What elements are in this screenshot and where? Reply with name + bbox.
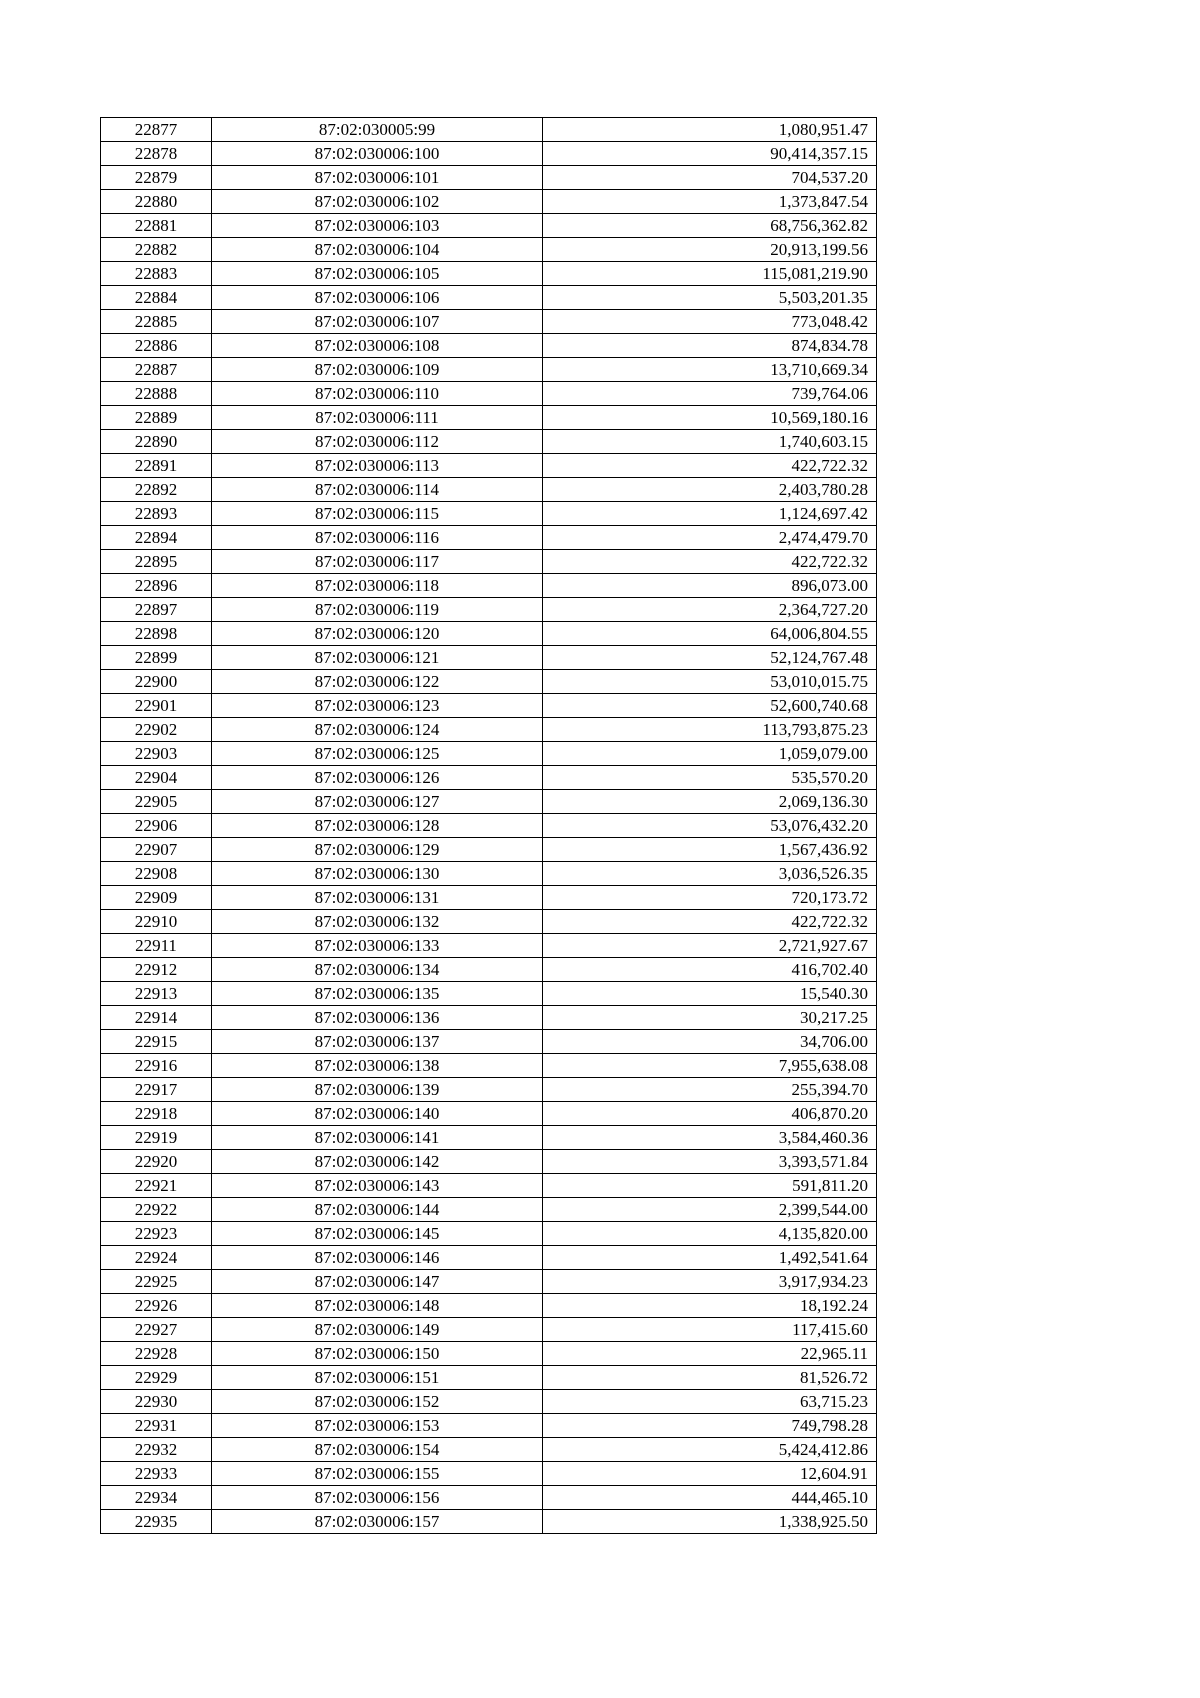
value-cell: 1,373,847.54 [543, 190, 877, 214]
table-row [101, 550, 877, 574]
cadastral-number-cell: 87:02:030006:109 [212, 358, 543, 382]
cadastral-number-cell: 87:02:030006:116 [212, 526, 543, 550]
value-cell: 90,414,357.15 [543, 142, 877, 166]
value-cell: 739,764.06 [543, 382, 877, 406]
row-number-cell: 22902 [101, 718, 212, 742]
value-cell: 1,740,603.15 [543, 430, 877, 454]
table-row [101, 862, 877, 886]
table-row [101, 1414, 877, 1438]
table-row [101, 1198, 877, 1222]
value-cell: 52,124,767.48 [543, 646, 877, 670]
row-number-cell: 22918 [101, 1102, 212, 1126]
cadastral-number-cell: 87:02:030006:105 [212, 262, 543, 286]
table-row [101, 1390, 877, 1414]
value-cell: 535,570.20 [543, 766, 877, 790]
table-row [101, 1270, 877, 1294]
row-number-cell: 22887 [101, 358, 212, 382]
value-cell: 773,048.42 [543, 310, 877, 334]
value-cell: 874,834.78 [543, 334, 877, 358]
cadastral-number-cell: 87:02:030006:157 [212, 1510, 543, 1534]
value-cell: 5,424,412.86 [543, 1438, 877, 1462]
cadastral-number-cell: 87:02:030006:144 [212, 1198, 543, 1222]
row-number-cell: 22931 [101, 1414, 212, 1438]
value-cell: 68,756,362.82 [543, 214, 877, 238]
table-row [101, 1102, 877, 1126]
cadastral-number-cell: 87:02:030006:122 [212, 670, 543, 694]
value-cell: 2,069,136.30 [543, 790, 877, 814]
cadastral-number-cell: 87:02:030006:150 [212, 1342, 543, 1366]
row-number-cell: 22880 [101, 190, 212, 214]
table-row [101, 574, 877, 598]
cadastral-number-cell: 87:02:030006:141 [212, 1126, 543, 1150]
cadastral-number-cell: 87:02:030006:128 [212, 814, 543, 838]
table-row [101, 646, 877, 670]
row-number-cell: 22927 [101, 1318, 212, 1342]
row-number-cell: 22926 [101, 1294, 212, 1318]
cadastral-number-cell: 87:02:030006:139 [212, 1078, 543, 1102]
cadastral-number-cell: 87:02:030006:145 [212, 1222, 543, 1246]
cadastral-number-cell: 87:02:030006:126 [212, 766, 543, 790]
table-row [101, 1006, 877, 1030]
cadastral-number-cell: 87:02:030006:112 [212, 430, 543, 454]
table-row [101, 1126, 877, 1150]
row-number-cell: 22935 [101, 1510, 212, 1534]
cadastral-number-cell: 87:02:030006:156 [212, 1486, 543, 1510]
row-number-cell: 22890 [101, 430, 212, 454]
row-number-cell: 22895 [101, 550, 212, 574]
row-number-cell: 22917 [101, 1078, 212, 1102]
value-cell: 1,124,697.42 [543, 502, 877, 526]
table-row [101, 814, 877, 838]
table-row [101, 1366, 877, 1390]
row-number-cell: 22916 [101, 1054, 212, 1078]
row-number-cell: 22889 [101, 406, 212, 430]
table-row [101, 718, 877, 742]
table-row [101, 982, 877, 1006]
cadastral-number-cell: 87:02:030006:143 [212, 1174, 543, 1198]
value-cell: 422,722.32 [543, 910, 877, 934]
table-row [101, 214, 877, 238]
row-number-cell: 22904 [101, 766, 212, 790]
table-row [101, 1486, 877, 1510]
value-cell: 52,600,740.68 [543, 694, 877, 718]
value-cell: 3,917,934.23 [543, 1270, 877, 1294]
table-body [101, 118, 877, 1534]
table-row [101, 238, 877, 262]
table-row [101, 958, 877, 982]
value-cell: 422,722.32 [543, 454, 877, 478]
table-row [101, 1030, 877, 1054]
row-number-cell: 22923 [101, 1222, 212, 1246]
cadastral-number-cell: 87:02:030006:103 [212, 214, 543, 238]
table-row [101, 334, 877, 358]
table-row [101, 454, 877, 478]
value-cell: 115,081,219.90 [543, 262, 877, 286]
value-cell: 1,080,951.47 [543, 118, 877, 142]
value-cell: 117,415.60 [543, 1318, 877, 1342]
row-number-cell: 22888 [101, 382, 212, 406]
row-number-cell: 22930 [101, 1390, 212, 1414]
table-row [101, 478, 877, 502]
cadastral-number-cell: 87:02:030006:134 [212, 958, 543, 982]
cadastral-number-cell: 87:02:030006:102 [212, 190, 543, 214]
table-row [101, 1342, 877, 1366]
row-number-cell: 22915 [101, 1030, 212, 1054]
cadastral-number-cell: 87:02:030006:138 [212, 1054, 543, 1078]
row-number-cell: 22900 [101, 670, 212, 694]
table-row [101, 526, 877, 550]
row-number-cell: 22893 [101, 502, 212, 526]
table-row [101, 118, 877, 142]
cadastral-number-cell: 87:02:030006:149 [212, 1318, 543, 1342]
value-cell: 7,955,638.08 [543, 1054, 877, 1078]
row-number-cell: 22934 [101, 1486, 212, 1510]
table-row [101, 262, 877, 286]
cadastral-number-cell: 87:02:030006:154 [212, 1438, 543, 1462]
row-number-cell: 22913 [101, 982, 212, 1006]
row-number-cell: 22919 [101, 1126, 212, 1150]
cadastral-number-cell: 87:02:030006:106 [212, 286, 543, 310]
table-row [101, 430, 877, 454]
cadastral-number-cell: 87:02:030006:108 [212, 334, 543, 358]
value-cell: 2,364,727.20 [543, 598, 877, 622]
cadastral-number-cell: 87:02:030006:135 [212, 982, 543, 1006]
table-row [101, 286, 877, 310]
value-cell: 53,076,432.20 [543, 814, 877, 838]
row-number-cell: 22886 [101, 334, 212, 358]
table-row [101, 1054, 877, 1078]
row-number-cell: 22909 [101, 886, 212, 910]
table-row [101, 1174, 877, 1198]
cadastral-number-cell: 87:02:030006:119 [212, 598, 543, 622]
table-row [101, 406, 877, 430]
cadastral-number-cell: 87:02:030006:146 [212, 1246, 543, 1270]
value-cell: 406,870.20 [543, 1102, 877, 1126]
value-cell: 22,965.11 [543, 1342, 877, 1366]
table-row [101, 1246, 877, 1270]
value-cell: 4,135,820.00 [543, 1222, 877, 1246]
cadastral-number-cell: 87:02:030006:123 [212, 694, 543, 718]
value-cell: 113,793,875.23 [543, 718, 877, 742]
table-row [101, 790, 877, 814]
row-number-cell: 22914 [101, 1006, 212, 1030]
row-number-cell: 22892 [101, 478, 212, 502]
value-cell: 30,217.25 [543, 1006, 877, 1030]
value-cell: 1,567,436.92 [543, 838, 877, 862]
value-cell: 3,584,460.36 [543, 1126, 877, 1150]
value-cell: 749,798.28 [543, 1414, 877, 1438]
row-number-cell: 22932 [101, 1438, 212, 1462]
table-row [101, 166, 877, 190]
cadastral-number-cell: 87:02:030006:136 [212, 1006, 543, 1030]
value-cell: 13,710,669.34 [543, 358, 877, 382]
row-number-cell: 22894 [101, 526, 212, 550]
row-number-cell: 22884 [101, 286, 212, 310]
row-number-cell: 22924 [101, 1246, 212, 1270]
cadastral-number-cell: 87:02:030006:104 [212, 238, 543, 262]
row-number-cell: 22877 [101, 118, 212, 142]
row-number-cell: 22922 [101, 1198, 212, 1222]
cadastral-number-cell: 87:02:030006:100 [212, 142, 543, 166]
value-cell: 1,492,541.64 [543, 1246, 877, 1270]
value-cell: 3,036,526.35 [543, 862, 877, 886]
row-number-cell: 22905 [101, 790, 212, 814]
cadastral-number-cell: 87:02:030006:152 [212, 1390, 543, 1414]
value-cell: 18,192.24 [543, 1294, 877, 1318]
cadastral-number-cell: 87:02:030006:111 [212, 406, 543, 430]
value-cell: 2,399,544.00 [543, 1198, 877, 1222]
table-row [101, 310, 877, 334]
cadastral-number-cell: 87:02:030006:132 [212, 910, 543, 934]
cadastral-number-cell: 87:02:030006:147 [212, 1270, 543, 1294]
row-number-cell: 22906 [101, 814, 212, 838]
table-row [101, 1510, 877, 1534]
row-number-cell: 22896 [101, 574, 212, 598]
row-number-cell: 22903 [101, 742, 212, 766]
cadastral-number-cell: 87:02:030006:133 [212, 934, 543, 958]
row-number-cell: 22912 [101, 958, 212, 982]
value-cell: 34,706.00 [543, 1030, 877, 1054]
value-cell: 5,503,201.35 [543, 286, 877, 310]
row-number-cell: 22882 [101, 238, 212, 262]
table-row [101, 1078, 877, 1102]
value-cell: 720,173.72 [543, 886, 877, 910]
cadastral-number-cell: 87:02:030006:124 [212, 718, 543, 742]
value-cell: 3,393,571.84 [543, 1150, 877, 1174]
cadastral-number-cell: 87:02:030006:140 [212, 1102, 543, 1126]
value-cell: 15,540.30 [543, 982, 877, 1006]
table-row [101, 910, 877, 934]
row-number-cell: 22878 [101, 142, 212, 166]
row-number-cell: 22920 [101, 1150, 212, 1174]
table-row [101, 1294, 877, 1318]
value-cell: 12,604.91 [543, 1462, 877, 1486]
row-number-cell: 22908 [101, 862, 212, 886]
data-table [100, 117, 877, 1534]
cadastral-number-cell: 87:02:030006:142 [212, 1150, 543, 1174]
cadastral-number-cell: 87:02:030006:110 [212, 382, 543, 406]
row-number-cell: 22898 [101, 622, 212, 646]
table-row [101, 766, 877, 790]
cadastral-number-cell: 87:02:030006:148 [212, 1294, 543, 1318]
table-row [101, 1150, 877, 1174]
row-number-cell: 22925 [101, 1270, 212, 1294]
cadastral-number-cell: 87:02:030006:155 [212, 1462, 543, 1486]
value-cell: 10,569,180.16 [543, 406, 877, 430]
value-cell: 2,403,780.28 [543, 478, 877, 502]
value-cell: 53,010,015.75 [543, 670, 877, 694]
value-cell: 2,474,479.70 [543, 526, 877, 550]
value-cell: 81,526.72 [543, 1366, 877, 1390]
row-number-cell: 22883 [101, 262, 212, 286]
value-cell: 896,073.00 [543, 574, 877, 598]
table-row [101, 934, 877, 958]
table-row [101, 142, 877, 166]
cadastral-number-cell: 87:02:030006:101 [212, 166, 543, 190]
table-row [101, 670, 877, 694]
row-number-cell: 22881 [101, 214, 212, 238]
value-cell: 255,394.70 [543, 1078, 877, 1102]
row-number-cell: 22891 [101, 454, 212, 478]
cadastral-number-cell: 87:02:030006:121 [212, 646, 543, 670]
cadastral-number-cell: 87:02:030006:127 [212, 790, 543, 814]
table-row [101, 694, 877, 718]
cadastral-number-cell: 87:02:030006:115 [212, 502, 543, 526]
cadastral-number-cell: 87:02:030006:125 [212, 742, 543, 766]
table-row [101, 382, 877, 406]
value-cell: 416,702.40 [543, 958, 877, 982]
cadastral-number-cell: 87:02:030006:118 [212, 574, 543, 598]
table-row [101, 1462, 877, 1486]
table-row [101, 1222, 877, 1246]
value-cell: 20,913,199.56 [543, 238, 877, 262]
row-number-cell: 22897 [101, 598, 212, 622]
table-row [101, 502, 877, 526]
table-row [101, 838, 877, 862]
value-cell: 2,721,927.67 [543, 934, 877, 958]
cadastral-number-cell: 87:02:030006:153 [212, 1414, 543, 1438]
cadastral-number-cell: 87:02:030006:113 [212, 454, 543, 478]
row-number-cell: 22933 [101, 1462, 212, 1486]
value-cell: 63,715.23 [543, 1390, 877, 1414]
table-row [101, 886, 877, 910]
row-number-cell: 22907 [101, 838, 212, 862]
value-cell: 704,537.20 [543, 166, 877, 190]
row-number-cell: 22928 [101, 1342, 212, 1366]
value-cell: 1,338,925.50 [543, 1510, 877, 1534]
row-number-cell: 22879 [101, 166, 212, 190]
cadastral-number-cell: 87:02:030006:137 [212, 1030, 543, 1054]
row-number-cell: 22910 [101, 910, 212, 934]
row-number-cell: 22929 [101, 1366, 212, 1390]
cadastral-number-cell: 87:02:030006:114 [212, 478, 543, 502]
table-row [101, 742, 877, 766]
value-cell: 422,722.32 [543, 550, 877, 574]
cadastral-number-cell: 87:02:030006:117 [212, 550, 543, 574]
cadastral-number-cell: 87:02:030006:120 [212, 622, 543, 646]
cadastral-number-cell: 87:02:030006:129 [212, 838, 543, 862]
cadastral-number-cell: 87:02:030005:99 [212, 118, 543, 142]
row-number-cell: 22885 [101, 310, 212, 334]
row-number-cell: 22911 [101, 934, 212, 958]
value-cell: 591,811.20 [543, 1174, 877, 1198]
value-cell: 444,465.10 [543, 1486, 877, 1510]
table-row [101, 358, 877, 382]
row-number-cell: 22899 [101, 646, 212, 670]
cadastral-number-cell: 87:02:030006:151 [212, 1366, 543, 1390]
table-row [101, 190, 877, 214]
table-row [101, 1318, 877, 1342]
table-row [101, 622, 877, 646]
value-cell: 64,006,804.55 [543, 622, 877, 646]
cadastral-number-cell: 87:02:030006:130 [212, 862, 543, 886]
value-cell: 1,059,079.00 [543, 742, 877, 766]
row-number-cell: 22921 [101, 1174, 212, 1198]
table-row [101, 598, 877, 622]
row-number-cell: 22901 [101, 694, 212, 718]
cadastral-number-cell: 87:02:030006:107 [212, 310, 543, 334]
table-row [101, 1438, 877, 1462]
cadastral-number-cell: 87:02:030006:131 [212, 886, 543, 910]
